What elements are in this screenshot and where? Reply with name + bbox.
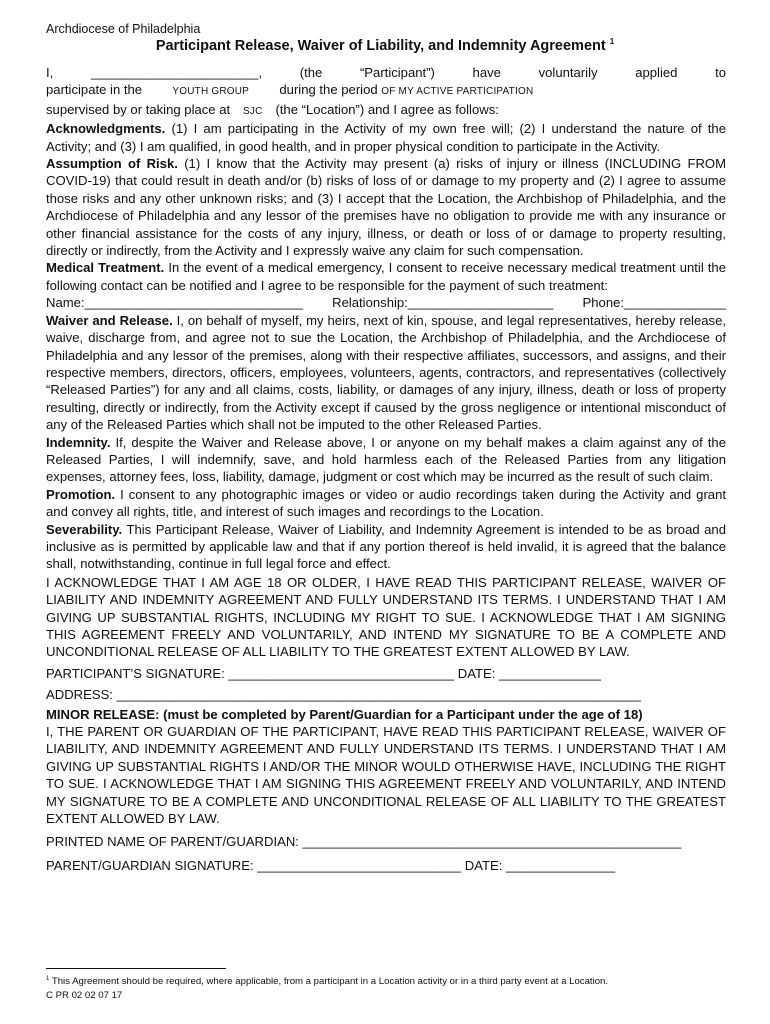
emergency-contact-line: [46, 294, 726, 311]
acknowledgments-section: Acknowledgments. (1) I am participating in the Activity of my own free will; (2) I understand the nature of the Activity; and (3) I am qualified, in good health, and in proper physical condition to participate in the Activity.: [46, 121, 726, 154]
contact-relationship-field[interactable]: Relationship:____________________: [332, 295, 554, 311]
parent-signature-line[interactable]: PARENT/GUARDIAN SIGNATURE: ____________________________ DATE: _______________: [46, 857, 616, 873]
participant-name-field[interactable]: ___________: [90, 65, 172, 80]
acknowledgments-heading: Acknowledgments.: [46, 121, 166, 137]
title-footnote-marker: 1: [609, 37, 615, 46]
agreement-body: [46, 64, 726, 874]
footnote: [46, 976, 608, 987]
intro-line-2: participate in the YOUTH GROUP during the period OF MY ACTIVE PARTICIPATION: [46, 81, 726, 100]
minor-release-heading: MINOR RELEASE: (must be completed by Parent/Guardian for a Participant under the age of 18): [46, 706, 643, 722]
organization-name: Archdiocese of Philadelphia: [46, 22, 201, 36]
footnote-divider: [46, 968, 226, 969]
address-line[interactable]: ADDRESS: ________________________________________________________________________: [46, 687, 641, 703]
intro-line-3: supervised by or taking place at SJC (the “Location”) and I agree as follows:: [46, 101, 726, 120]
indemnity-section: Indemnity. If, despite the Waiver and Release above, I or anyone on my behalf makes a claim against any of the Released Parties, I will indemnify, save, and hold harmless each of the Released Parties from any litigation expenses, attorney fees, loss, liability, damage, judgment or cost which may be incurred as the result of such claim.: [46, 434, 726, 485]
document-title: [0, 38, 770, 54]
title-text: Participant Release, Waiver of Liability, and Indemnity Agreement: [155, 38, 606, 54]
contact-name-field[interactable]: Name:______________________________: [46, 295, 304, 311]
promotion-section: Promotion. I consent to any photographic images or video or audio recordings taken during the Activity and grant and convey all rights, title, and interest of such images and recordings to the Location.: [46, 486, 727, 520]
intro-line-1: I, _______________________, (the “Participant”) have voluntarily applied to: [46, 65, 726, 80]
medical-treatment-section: Medical Treatment. In the event of a medical emergency, I consent to receive necessary medical treatment until the following contact can be notified and I agree to be responsible for the payment of such treatment:: [46, 260, 726, 293]
waiver-release-section: Waiver and Release. I, on behalf of myself, my heirs, next of kin, spouse, and legal representatives, hereby release, waive, discharge from, and agree not to sue the Location, the Archbishop of Philadelphia, and the Archdiocese of Philadelphia and any lessor of the premises, along with their respective affiliates, successors, and assigns, and their respective members, directors, officers, employees, volunteers, agents, contractors, and representatives (collectively “Released Parties”) for any and all claims, costs, liability, or damages of any injury, illness, death or loss of property resulting, directly or indirectly, from the Activity except if caused by the gross negligence or intentional misconduct of any of the Released Parties which shall not be imputed to the other Released Parties.: [46, 312, 726, 433]
location-field[interactable]: SJC: [243, 105, 263, 117]
activity-field[interactable]: YOUTH GROUP: [172, 86, 250, 98]
waiver-heading: Waiver and Release.: [46, 312, 173, 328]
contact-phone-field[interactable]: Phone:______________: [582, 295, 726, 311]
severability-heading: Severability.: [46, 521, 123, 537]
printed-name-line[interactable]: PRINTED NAME OF PARENT/GUARDIAN: ____________________________________________________: [46, 834, 682, 850]
assumption-heading: Assumption of Risk.: [46, 156, 178, 172]
medical-heading: Medical Treatment.: [46, 260, 165, 276]
assumption-of-risk-section: Assumption of Risk. (1) I know that the Activity may present (a) risks of injury or illness (INCLUDING FROM COVID-19) that could result in death and/or (b) risks of loss of or damage to my property and (2) I agree to assume those risks and any other unknown risks; and (3) I accept that the Location, the Archbishop of Philadelphia, and the Archdiocese of Philadelphia and any lessor of the premises have no obligation to provide me with any insurance or other financial assistance for the costs of any injury, illness, or death or loss of or damage to property resulting, directly or indirectly, from the Activity and I expressly waive any claim for such compensation.: [46, 156, 726, 259]
period-field[interactable]: OF MY ACTIVE PARTICIPATION: [381, 86, 534, 98]
participant-signature-line[interactable]: PARTICIPANT’S SIGNATURE: _______________________________ DATE: ______________: [46, 665, 601, 681]
promotion-heading: Promotion.: [46, 486, 116, 502]
minor-acknowledgment: I, THE PARENT OR GUARDIAN OF THE PARTICIPANT, HAVE READ THIS PARTICIPANT RELEASE, WAIVER OF LIABILITY, AND INDEMNITY AGREEMENT AND FULLY UNDERSTAND ITS TERMS. I UNDERSTAND THAT I AM GIVING UP SUBSTANTIAL RIGHTS I AND/OR THE MINOR WOULD OTHERWISE HAVE, INCLUDING THE RIGHT TO SUE. I ACKNOWLEDGE THAT I AM SIGNING THIS AGREEMENT FREELY AND VOLUNTARILY, AND INTEND MY SIGNATURE TO BE A COMPLETE AND UNCONDITIONAL RELEASE OF ALL LIABILITY TO THE GREATEST EXTENT ALLOWED BY LAW.: [46, 724, 726, 827]
footnote-marker: 1: [46, 976, 50, 982]
footnote-text: This Agreement should be required, where applicable, from a participant in a Location activity or in a third party event at a Location.: [51, 976, 609, 988]
severability-section: Severability. This Participant Release, Waiver of Liability, and Indemnity Agreement is intended to be as broad and inclusive as is permitted by applicable law and that if any portion thereof is held invalid, it is agreed that the balance shall, notwithstanding, continue in full legal force and effect.: [46, 521, 726, 572]
form-code: C PR 02 02 07 17: [46, 990, 123, 1001]
indemnity-heading: Indemnity.: [46, 434, 111, 450]
adult-acknowledgment: I ACKNOWLEDGE THAT I AM AGE 18 OR OLDER, I HAVE READ THIS PARTICIPANT RELEASE, WAIVER OF LIABILITY AND INDEMNITY AGREEMENT AND FULLY UNDERSTAND ITS TERMS. I UNDERSTAND THAT I AM GIVING UP SUBSTANTIAL RIGHTS, INCLUDING MY RIGHT TO SUE. I ACKNOWLEDGE THAT I AM SIGNING THIS AGREEMENT FREELY AND VOLUNTARILY, AND INTEND MY SIGNATURE TO BE A COMPLETE AND UNCONDITIONAL RELEASE OF ALL LIABILITY TO THE GREATEST EXTENT ALLOWED BY LAW.: [46, 574, 726, 660]
